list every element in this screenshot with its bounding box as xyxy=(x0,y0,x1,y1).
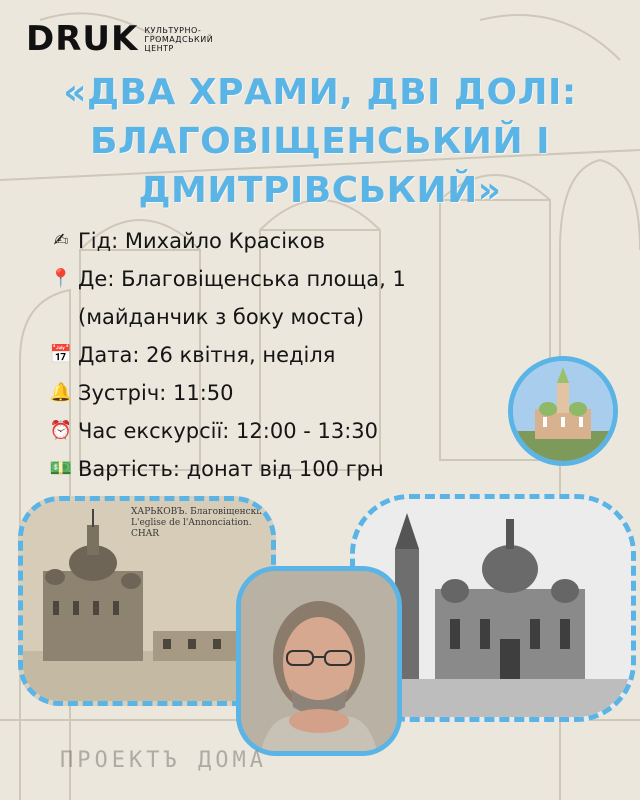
detail-text: Гід: Михайло Красіков xyxy=(78,229,325,253)
brand-logo xyxy=(26,19,214,59)
caption-line: L'eglise de l'Annonciation. CHAR xyxy=(131,518,252,539)
detail-guide xyxy=(44,222,514,260)
title-line: БЛАГОВІЩЕНСЬКИЙ І xyxy=(90,121,550,162)
cathedral-photo-circle xyxy=(508,356,618,466)
money-icon: 💵 xyxy=(49,458,73,479)
detail-price xyxy=(44,450,514,488)
detail-text: Час екскурсії: 12:00 - 13:30 xyxy=(78,419,379,443)
cathedral-illustration xyxy=(513,361,613,461)
event-title xyxy=(40,68,600,215)
logo-subtitle-line: ГРОМАДСЬКИЙ xyxy=(144,34,214,44)
calendar-icon: 📅 xyxy=(49,344,73,365)
logo-subtitle xyxy=(144,26,213,53)
caption-line: ХАРЬКОВЪ. Благовіщенскій xyxy=(131,507,266,517)
detail-text: Зустріч: 11:50 xyxy=(78,381,234,405)
detail-time xyxy=(44,412,514,450)
detail-meeting xyxy=(44,374,514,412)
pin-icon: 📍 xyxy=(49,268,73,289)
alarm-clock-icon: ⏰ xyxy=(49,420,73,441)
detail-text: Дата: 26 квітня, неділя xyxy=(78,343,336,367)
detail-text: Вартість: донат від 100 грн xyxy=(78,457,384,481)
background-sketch-caption: ПРОЕКТЪ ДОМА xyxy=(60,748,267,773)
guide-portrait xyxy=(236,566,402,756)
logo-subtitle-line: ЦЕНТР xyxy=(144,43,174,53)
detail-location-note xyxy=(44,298,514,336)
logo-wordmark: DRUK xyxy=(26,19,139,59)
event-details xyxy=(44,222,514,488)
detail-text: Де: Благовіщенська площа, 1 xyxy=(78,267,406,291)
bell-icon: 🔔 xyxy=(49,382,73,403)
postcard-caption xyxy=(131,507,271,540)
guide-portrait-illustration xyxy=(241,571,397,751)
logo-subtitle-line: КУЛЬТУРНО- xyxy=(144,25,202,35)
detail-date xyxy=(44,336,514,374)
detail-location xyxy=(44,260,514,298)
writing-hand-icon: ✍ xyxy=(53,230,69,251)
detail-text: (майданчик з боку моста) xyxy=(78,305,365,329)
title-line: ДМИТРІВСЬКИЙ» xyxy=(138,170,502,211)
title-line: «ДВА ХРАМИ, ДВІ ДОЛІ: xyxy=(63,72,577,113)
